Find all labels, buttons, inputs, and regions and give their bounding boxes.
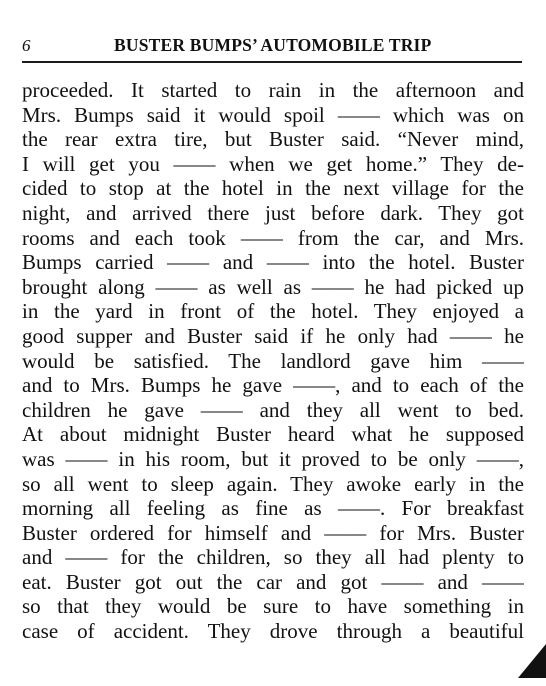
text-line: so all went to sleep again. They awoke early in the	[22, 471, 524, 496]
text-line: rooms and each took —— from the car, and Mrs.	[22, 225, 524, 250]
page-number: 6	[22, 36, 31, 55]
text-line: eat. Buster got out the car and got —— and ——	[22, 569, 524, 594]
header-rule	[22, 61, 522, 63]
text-line: case of accident. They drove through a beautiful	[22, 619, 524, 644]
text-line: good supper and Buster said if he only had —— he	[22, 323, 524, 348]
text-line: children he gave —— and they all went to bed.	[22, 397, 524, 422]
text-line: and to Mrs. Bumps he gave ——, and to each of the	[22, 373, 524, 398]
text-line: Mrs. Bumps said it would spoil —— which was on	[22, 102, 524, 127]
text-line: At about midnight Buster heard what he supposed	[22, 422, 524, 447]
text-line: brought along —— as well as —— he had picked up	[22, 274, 524, 299]
body-text	[22, 78, 524, 644]
running-title: BUSTER BUMPS’ AUTOMOBILE TRIP	[114, 35, 432, 55]
text-line: in the yard in front of the hotel. They enjoyed a	[22, 299, 524, 324]
text-line: the rear extra tire, but Buster said. “Never mind,	[22, 127, 524, 152]
text-line: morning all feeling as fine as ——. For breakfast	[22, 496, 524, 521]
page-header	[22, 34, 522, 56]
text-line: I will get you —— when we get home.” They de-	[22, 151, 524, 176]
text-line: was —— in his room, but it proved to be only ——,	[22, 446, 524, 471]
text-line: would be satisfied. The landlord gave him ——	[22, 348, 524, 373]
text-line: cided to stop at the hotel in the next village for the	[22, 176, 524, 201]
text-line: and —— for the children, so they all had plenty to	[22, 545, 524, 570]
page-corner-mark	[518, 644, 546, 678]
text-line: Bumps carried —— and —— into the hotel. Buster	[22, 250, 524, 275]
text-line: so that they would be sure to have something in	[22, 594, 524, 619]
text-line: night, and arrived there just before dark. They got	[22, 200, 524, 225]
text-line: proceeded. It started to rain in the afternoon and	[22, 78, 524, 102]
text-line: Buster ordered for himself and —— for Mrs. Buster	[22, 520, 524, 545]
